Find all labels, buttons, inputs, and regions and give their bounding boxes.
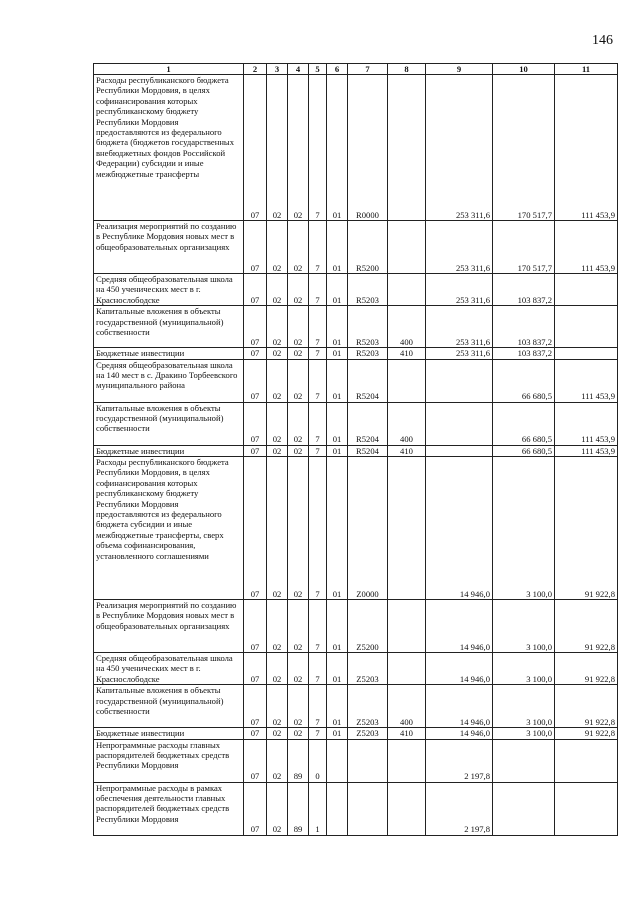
cell-program: 02	[288, 274, 309, 306]
cell-amount-year-2: 3 100,0	[493, 685, 555, 728]
cell-main-event: 01	[327, 445, 348, 456]
cell-amount-year-1: 14 946,0	[426, 600, 493, 653]
cell-section: 07	[244, 739, 267, 782]
cell-description: Непрограммные расходы в рамках обеспечения деятельности главных распорядителей бюджетных средств Республики Мордовия	[94, 782, 244, 835]
cell-amount-year-1: 14 946,0	[426, 685, 493, 728]
cell-program: 02	[288, 728, 309, 739]
table-row	[94, 348, 618, 359]
cell-section: 07	[244, 75, 267, 221]
cell-target-article: Z0000	[348, 457, 388, 600]
cell-main-event: 01	[327, 728, 348, 739]
cell-program: 02	[288, 402, 309, 445]
cell-expense-type: 400	[388, 402, 426, 445]
cell-amount-year-2: 3 100,0	[493, 457, 555, 600]
cell-target-article: R5204	[348, 402, 388, 445]
column-header-1: 1	[94, 64, 244, 75]
cell-subsection: 02	[267, 274, 288, 306]
cell-amount-year-3: 91 922,8	[555, 600, 618, 653]
table-row	[94, 685, 618, 728]
cell-amount-year-3	[555, 306, 618, 348]
cell-expense-type	[388, 600, 426, 653]
cell-expense-type	[388, 782, 426, 835]
cell-subprogram: 7	[309, 221, 327, 274]
column-header-3: 3	[267, 64, 288, 75]
table-row	[94, 728, 618, 739]
table-row	[94, 75, 618, 221]
cell-amount-year-3: 111 453,9	[555, 445, 618, 456]
column-header-11: 11	[555, 64, 618, 75]
cell-main-event: 01	[327, 359, 348, 402]
cell-program: 02	[288, 359, 309, 402]
cell-subsection: 02	[267, 221, 288, 274]
cell-subprogram: 7	[309, 653, 327, 685]
table-row	[94, 221, 618, 274]
cell-section: 07	[244, 457, 267, 600]
cell-program: 02	[288, 75, 309, 221]
cell-amount-year-2: 3 100,0	[493, 653, 555, 685]
table-row	[94, 274, 618, 306]
cell-target-article: R5204	[348, 445, 388, 456]
cell-section: 07	[244, 402, 267, 445]
cell-subsection: 02	[267, 782, 288, 835]
cell-amount-year-1: 253 311,6	[426, 75, 493, 221]
cell-section: 07	[244, 782, 267, 835]
cell-subsection: 02	[267, 348, 288, 359]
cell-amount-year-2	[493, 739, 555, 782]
cell-main-event: 01	[327, 457, 348, 600]
cell-description: Средняя общеобразовательная школа на 140 мест в с. Дракино Торбеевского муниципального района	[94, 359, 244, 402]
cell-target-article: Z5203	[348, 728, 388, 739]
header-row	[94, 64, 618, 75]
cell-amount-year-3: 111 453,9	[555, 359, 618, 402]
table-row	[94, 445, 618, 456]
column-header-8: 8	[388, 64, 426, 75]
cell-subprogram: 7	[309, 402, 327, 445]
budget-table	[93, 63, 618, 836]
cell-target-article: R5203	[348, 306, 388, 348]
cell-program: 02	[288, 600, 309, 653]
cell-subprogram: 0	[309, 739, 327, 782]
cell-subsection: 02	[267, 306, 288, 348]
table-row	[94, 600, 618, 653]
cell-main-event: 01	[327, 600, 348, 653]
table-row	[94, 306, 618, 348]
cell-amount-year-2: 103 837,2	[493, 348, 555, 359]
cell-description: Капитальные вложения в объекты государственной (муниципальной) собственности	[94, 306, 244, 348]
cell-section: 07	[244, 359, 267, 402]
cell-description: Бюджетные инвестиции	[94, 348, 244, 359]
cell-description: Расходы республиканского бюджета Республики Мордовия, в целях софинансирования которых республиканскому бюджету Республики Мордовия предоставляются из федерального бюджета (бюджетов государственных внебюджетных фондов Российской Федерации) субсидии и иные межбюджетные трансферты	[94, 75, 244, 221]
column-header-4: 4	[288, 64, 309, 75]
cell-amount-year-3: 111 453,9	[555, 221, 618, 274]
cell-section: 07	[244, 600, 267, 653]
cell-section: 07	[244, 728, 267, 739]
cell-subsection: 02	[267, 653, 288, 685]
cell-amount-year-2: 3 100,0	[493, 600, 555, 653]
cell-main-event: 01	[327, 75, 348, 221]
cell-subsection: 02	[267, 457, 288, 600]
cell-subsection: 02	[267, 728, 288, 739]
cell-amount-year-1: 2 197,8	[426, 739, 493, 782]
cell-subprogram: 7	[309, 728, 327, 739]
cell-amount-year-2: 170 517,7	[493, 75, 555, 221]
cell-amount-year-1: 2 197,8	[426, 782, 493, 835]
cell-expense-type	[388, 739, 426, 782]
cell-target-article: R5203	[348, 348, 388, 359]
cell-amount-year-1: 14 946,0	[426, 728, 493, 739]
cell-subprogram: 7	[309, 306, 327, 348]
table-row	[94, 782, 618, 835]
cell-expense-type	[388, 359, 426, 402]
cell-expense-type: 400	[388, 306, 426, 348]
cell-main-event: 01	[327, 402, 348, 445]
cell-amount-year-3: 91 922,8	[555, 685, 618, 728]
table-row	[94, 739, 618, 782]
cell-amount-year-3	[555, 274, 618, 306]
cell-description: Капитальные вложения в объекты государственной (муниципальной) собственности	[94, 685, 244, 728]
page-number: 146	[592, 33, 613, 48]
cell-subsection: 02	[267, 75, 288, 221]
table-row	[94, 402, 618, 445]
cell-expense-type: 410	[388, 728, 426, 739]
cell-description: Расходы республиканского бюджета Республики Мордовия, в целях софинансирования которых республиканскому бюджету Республики Мордовия предоставляются из федерального бюджета субсидии и иные межбюджетные трансферты, сверх объема софинансирования, установленного соглашениями	[94, 457, 244, 600]
cell-subprogram: 7	[309, 685, 327, 728]
cell-main-event: 01	[327, 653, 348, 685]
column-header-9: 9	[426, 64, 493, 75]
cell-target-article: R0000	[348, 75, 388, 221]
cell-subsection: 02	[267, 685, 288, 728]
cell-amount-year-1	[426, 359, 493, 402]
column-header-6: 6	[327, 64, 348, 75]
cell-subprogram: 7	[309, 348, 327, 359]
cell-expense-type	[388, 653, 426, 685]
cell-main-event: 01	[327, 685, 348, 728]
cell-main-event: 01	[327, 221, 348, 274]
cell-description: Средняя общеобразовательная школа на 450 ученических мест в г. Краснослободске	[94, 274, 244, 306]
table-body	[94, 75, 618, 836]
column-header-7: 7	[348, 64, 388, 75]
cell-target-article	[348, 782, 388, 835]
cell-target-article: Z5200	[348, 600, 388, 653]
cell-program: 02	[288, 348, 309, 359]
cell-subsection: 02	[267, 402, 288, 445]
cell-amount-year-1: 253 311,6	[426, 221, 493, 274]
cell-expense-type	[388, 75, 426, 221]
cell-target-article: Z5203	[348, 685, 388, 728]
cell-expense-type	[388, 457, 426, 600]
cell-amount-year-2: 3 100,0	[493, 728, 555, 739]
cell-expense-type: 400	[388, 685, 426, 728]
cell-description: Бюджетные инвестиции	[94, 445, 244, 456]
cell-subprogram: 1	[309, 782, 327, 835]
cell-subprogram: 7	[309, 600, 327, 653]
cell-amount-year-1: 253 311,6	[426, 274, 493, 306]
cell-program: 89	[288, 739, 309, 782]
cell-target-article: R5200	[348, 221, 388, 274]
cell-expense-type	[388, 221, 426, 274]
cell-program: 89	[288, 782, 309, 835]
cell-main-event: 01	[327, 306, 348, 348]
cell-amount-year-3	[555, 739, 618, 782]
cell-section: 07	[244, 274, 267, 306]
cell-amount-year-2: 66 680,5	[493, 359, 555, 402]
cell-description: Средняя общеобразовательная школа на 450 ученических мест в г. Краснослободске	[94, 653, 244, 685]
table-row	[94, 359, 618, 402]
cell-subsection: 02	[267, 600, 288, 653]
cell-amount-year-1: 14 946,0	[426, 653, 493, 685]
cell-target-article: R5203	[348, 274, 388, 306]
cell-amount-year-3	[555, 782, 618, 835]
column-header-5: 5	[309, 64, 327, 75]
cell-amount-year-3: 91 922,8	[555, 653, 618, 685]
cell-amount-year-3: 91 922,8	[555, 457, 618, 600]
cell-description: Реализация мероприятий по созданию в Республике Мордовия новых мест в общеобразовательных организациях	[94, 221, 244, 274]
cell-amount-year-2: 66 680,5	[493, 402, 555, 445]
cell-amount-year-2	[493, 782, 555, 835]
cell-section: 07	[244, 348, 267, 359]
cell-main-event	[327, 739, 348, 782]
cell-program: 02	[288, 457, 309, 600]
cell-program: 02	[288, 445, 309, 456]
cell-main-event	[327, 782, 348, 835]
column-header-10: 10	[493, 64, 555, 75]
cell-section: 07	[244, 221, 267, 274]
cell-description: Непрограммные расходы главных распорядителей бюджетных средств Республики Мордовия	[94, 739, 244, 782]
cell-expense-type	[388, 274, 426, 306]
cell-subprogram: 7	[309, 445, 327, 456]
cell-subsection: 02	[267, 445, 288, 456]
cell-target-article	[348, 739, 388, 782]
cell-expense-type: 410	[388, 348, 426, 359]
cell-subprogram: 7	[309, 75, 327, 221]
cell-expense-type: 410	[388, 445, 426, 456]
cell-amount-year-2: 103 837,2	[493, 274, 555, 306]
cell-description: Капитальные вложения в объекты государственной (муниципальной) собственности	[94, 402, 244, 445]
cell-description: Реализация мероприятий по созданию в Республике Мордовия новых мест в общеобразовательных организациях	[94, 600, 244, 653]
cell-section: 07	[244, 685, 267, 728]
table-row	[94, 653, 618, 685]
cell-amount-year-1	[426, 445, 493, 456]
cell-program: 02	[288, 221, 309, 274]
cell-amount-year-3: 111 453,9	[555, 402, 618, 445]
cell-amount-year-1	[426, 402, 493, 445]
cell-program: 02	[288, 306, 309, 348]
cell-subprogram: 7	[309, 274, 327, 306]
table-row	[94, 457, 618, 600]
cell-amount-year-2: 66 680,5	[493, 445, 555, 456]
cell-subsection: 02	[267, 739, 288, 782]
cell-amount-year-3: 91 922,8	[555, 728, 618, 739]
cell-subprogram: 7	[309, 359, 327, 402]
cell-subsection: 02	[267, 359, 288, 402]
cell-target-article: R5204	[348, 359, 388, 402]
cell-amount-year-1: 253 311,6	[426, 306, 493, 348]
cell-subprogram: 7	[309, 457, 327, 600]
cell-main-event: 01	[327, 348, 348, 359]
cell-amount-year-1: 14 946,0	[426, 457, 493, 600]
cell-amount-year-3	[555, 348, 618, 359]
cell-section: 07	[244, 445, 267, 456]
cell-section: 07	[244, 653, 267, 685]
column-header-2: 2	[244, 64, 267, 75]
cell-amount-year-1: 253 311,6	[426, 348, 493, 359]
cell-main-event: 01	[327, 274, 348, 306]
cell-description: Бюджетные инвестиции	[94, 728, 244, 739]
cell-amount-year-3: 111 453,9	[555, 75, 618, 221]
cell-program: 02	[288, 685, 309, 728]
table-header	[94, 64, 618, 75]
cell-program: 02	[288, 653, 309, 685]
cell-target-article: Z5203	[348, 653, 388, 685]
cell-amount-year-2: 170 517,7	[493, 221, 555, 274]
cell-section: 07	[244, 306, 267, 348]
cell-amount-year-2: 103 837,2	[493, 306, 555, 348]
